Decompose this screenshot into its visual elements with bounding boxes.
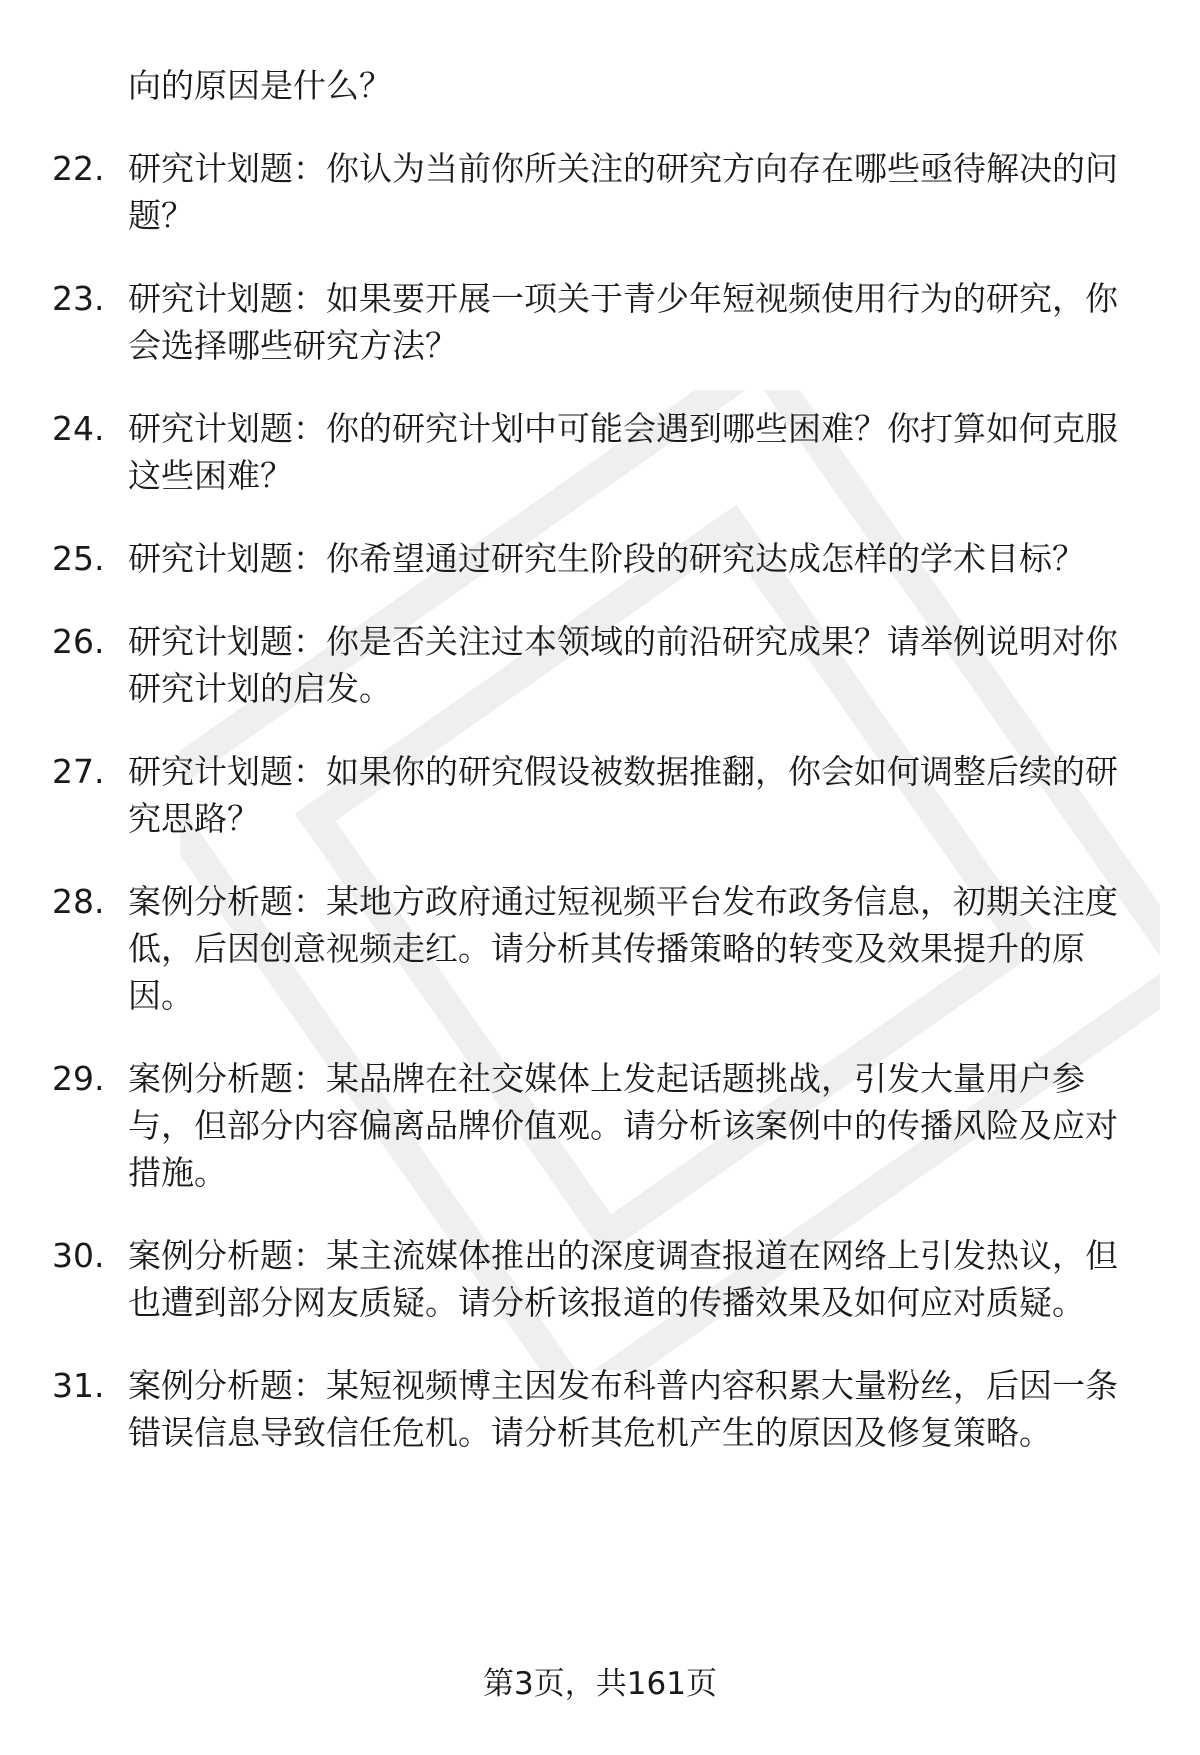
continued-question-text: 向的原因是什么？ [128, 66, 392, 105]
question-item [0, 1055, 1138, 1196]
question-text: 研究计划题：你希望通过研究生阶段的研究达成怎样的学术目标？ [128, 539, 1085, 578]
question-item [0, 1362, 1138, 1456]
question-number: 23. [52, 279, 105, 318]
question-number: 27. [52, 752, 105, 791]
question-item [0, 618, 1138, 712]
question-item [0, 145, 1138, 239]
question-item [0, 535, 1138, 582]
page-footer: 第3页，共161页 [483, 1666, 717, 1702]
question-item [0, 1232, 1138, 1326]
question-text: 案例分析题：某短视频博主因发布科普内容积累大量粉丝，后因一条错误信息导致信任危机。请分析其危机产生的原因及修复策略。 [128, 1366, 1118, 1452]
question-list [0, 145, 1200, 1492]
question-item [0, 405, 1138, 499]
question-number: 24. [52, 409, 105, 448]
question-number: 31. [52, 1366, 105, 1405]
question-text: 研究计划题：如果要开展一项关于青少年短视频使用行为的研究，你会选择哪些研究方法？ [128, 279, 1118, 365]
question-number: 22. [52, 149, 105, 188]
question-number: 25. [52, 539, 105, 578]
question-text: 研究计划题：你认为当前你所关注的研究方向存在哪些亟待解决的问题？ [128, 149, 1118, 235]
question-item [0, 275, 1138, 369]
question-item [0, 748, 1138, 842]
question-number: 29. [52, 1059, 105, 1098]
question-number: 30. [52, 1236, 105, 1275]
question-text: 案例分析题：某地方政府通过短视频平台发布政务信息，初期关注度低，后因创意视频走红。请分析其传播策略的转变及效果提升的原因。 [128, 882, 1118, 1015]
question-text: 研究计划题：你的研究计划中可能会遇到哪些困难？你打算如何克服这些困难？ [128, 409, 1118, 495]
question-item [0, 878, 1138, 1019]
question-number: 26. [52, 622, 105, 661]
question-text: 研究计划题：你是否关注过本领域的前沿研究成果？请举例说明对你研究计划的启发。 [128, 622, 1118, 708]
question-text: 案例分析题：某品牌在社交媒体上发起话题挑战，引发大量用户参与，但部分内容偏离品牌价值观。请分析该案例中的传播风险及应对措施。 [128, 1059, 1118, 1192]
question-text: 案例分析题：某主流媒体推出的深度调查报道在网络上引发热议，但也遭到部分网友质疑。请分析该报道的传播效果及如何应对质疑。 [128, 1236, 1118, 1322]
question-text: 研究计划题：如果你的研究假设被数据推翻，你会如何调整后续的研究思路？ [128, 752, 1118, 838]
question-number: 28. [52, 882, 105, 921]
